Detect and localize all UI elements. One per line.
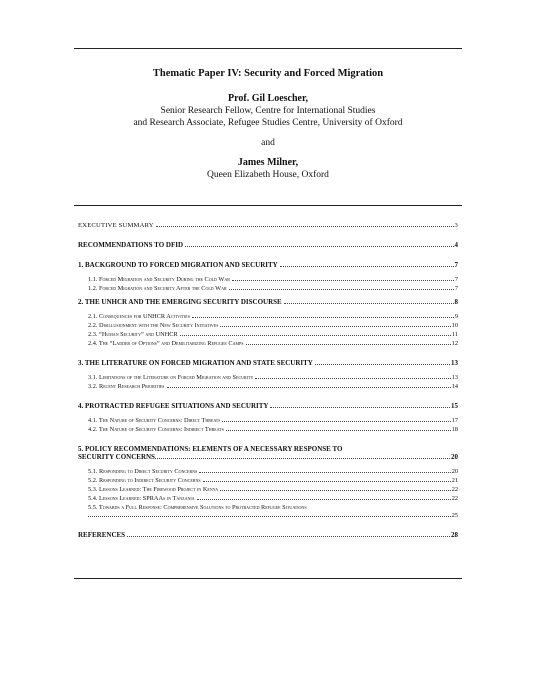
toc-label: 1. BACKGROUND TO FORCED MIGRATION AND SECURITY (78, 261, 278, 269)
toc-leader (220, 326, 450, 327)
toc-item-4-2[interactable] (78, 426, 458, 433)
toc-leader-row (88, 512, 458, 519)
toc-leader (229, 289, 454, 290)
toc-item-3-2[interactable] (78, 383, 458, 390)
toc-item-2-3[interactable] (78, 331, 458, 338)
toc-item-5-3[interactable] (78, 486, 458, 493)
toc-recommendations[interactable] (78, 241, 458, 249)
toc-label: 5.5. Towards a Full Response: Comprehensive Solutions to Protracted Refugee Situations (88, 504, 307, 511)
toc-leader (220, 490, 451, 491)
toc-top-rule (74, 205, 462, 206)
toc-item-2-2[interactable] (78, 322, 458, 329)
toc-label: 1.2. Forced Migration and Security After the Cold War (88, 285, 227, 292)
toc-section-1[interactable] (78, 261, 458, 269)
toc-leader (155, 458, 450, 459)
toc-page: 20 (451, 468, 458, 475)
toc-label: REFERENCES (78, 531, 126, 539)
toc-label: 5.3. Lessons Learned: The Firewood Project in Kenya (88, 486, 219, 493)
toc-page: 22 (451, 495, 458, 502)
toc-leader (226, 430, 451, 431)
toc-label: 3. THE LITERATURE ON FORCED MIGRATION AND STATE SECURITY (78, 359, 313, 367)
toc-page: 8 (454, 298, 458, 306)
toc-leader (270, 407, 450, 408)
toc-item-1-2[interactable] (78, 285, 458, 292)
toc-item-5-2[interactable] (78, 477, 458, 484)
toc-page: 4 (454, 241, 458, 249)
toc-label-line2-row (78, 453, 458, 461)
title-block (74, 68, 462, 181)
top-rule (74, 48, 462, 49)
toc-label: 5.2. Responding to Indirect Security Concerns (88, 477, 201, 484)
toc-label: 3.1. Limitations of the Literature on Forced Migration and Security (88, 374, 254, 381)
toc-item-1-1[interactable] (78, 276, 458, 283)
toc-page: 13 (451, 374, 458, 381)
toc-label-line2: SECURITY CONCERNS (78, 453, 155, 461)
toc-item-2-1[interactable] (78, 313, 458, 320)
toc-leader (222, 421, 450, 422)
toc-label: 2.2. Disillusionment with the New Security Initiatives (88, 322, 219, 329)
toc-item-3-1[interactable] (78, 374, 458, 381)
toc-leader (255, 378, 450, 379)
toc-label: 2.1. Consequences for UNHCR Activities (88, 313, 190, 320)
toc-page: 7 (454, 261, 458, 269)
toc-page: 9 (454, 313, 458, 320)
toc-section-3[interactable] (78, 359, 458, 367)
toc-item-5-4[interactable] (78, 495, 458, 502)
toc-page: 17 (451, 417, 458, 424)
toc-leader (180, 335, 451, 336)
toc-label: 2.4. The “Ladder of Options” and Demilitarizing Refugee Camps (88, 340, 244, 347)
toc-leader (156, 226, 454, 227)
toc-label: EXECUTIVE SUMMARY (78, 222, 154, 229)
author1-affiliation-2: and Research Associate, Refugee Studies Centre, University of Oxford (133, 118, 403, 128)
toc-page: 7 (454, 285, 458, 292)
toc-label: 3.2. Recent Research Priorities (88, 383, 165, 390)
toc-page: 21 (451, 477, 458, 484)
toc-label: 4.2. The Nature of Security Concerns: Indirect Threats (88, 426, 224, 433)
toc-label: 2.3. “Human Security” and UNHCR (88, 331, 178, 338)
toc-item-5-5[interactable] (78, 504, 458, 519)
toc-page: 22 (451, 486, 458, 493)
toc-section-4[interactable] (78, 402, 458, 410)
toc-page: 25 (451, 512, 458, 519)
author1-affiliation-1: Senior Research Fellow, Centre for International Studies (160, 106, 376, 116)
author-conjunction: and (261, 138, 275, 148)
toc-page: 10 (451, 322, 458, 329)
author2-affiliation: Queen Elizabeth House, Oxford (207, 170, 329, 180)
toc-page: 12 (451, 340, 458, 347)
toc-page: 28 (451, 531, 458, 539)
toc-section-2[interactable] (78, 298, 458, 306)
toc-leader (232, 280, 454, 281)
toc-item-2-4[interactable] (78, 340, 458, 347)
author2-name: James Milner, (237, 157, 299, 168)
toc-references[interactable] (78, 531, 458, 539)
toc-leader (284, 303, 454, 304)
toc-label: RECOMMENDATIONS TO DFID (78, 241, 184, 249)
toc-label: 5.4. Lessons Learned: SPRAAs in Tanzania (88, 495, 195, 502)
toc-exec-summary[interactable] (78, 222, 458, 229)
toc-label: 2. THE UNHCR AND THE EMERGING SECURITY DISCOURSE (78, 298, 282, 306)
toc-leader (197, 499, 451, 500)
toc-leader (192, 317, 454, 318)
toc-leader (246, 344, 451, 345)
toc-leader (315, 364, 450, 365)
toc-label-line1: 5. POLICY RECOMMENDATIONS: ELEMENTS OF A NECESSARY RESPONSE TO (78, 445, 343, 453)
author1-name: Prof. Gil Loescher, (228, 93, 308, 104)
toc-leader (185, 246, 453, 247)
table-of-contents (78, 222, 458, 539)
toc-page: 14 (451, 383, 458, 390)
toc-page: 18 (451, 426, 458, 433)
toc-page: 13 (451, 359, 458, 367)
toc-page: 7 (454, 276, 458, 283)
toc-page: 15 (451, 402, 458, 410)
toc-leader (167, 387, 451, 388)
toc-label: 4. PROTRACTED REFUGEE SITUATIONS AND SECURITY (78, 402, 269, 410)
toc-page: 3 (454, 222, 458, 229)
toc-leader (127, 536, 450, 537)
toc-label: 1.1. Forced Migration and Security During the Cold War (88, 276, 230, 283)
toc-leader (88, 516, 451, 517)
toc-label: 5.1. Responding to Direct Security Concerns (88, 468, 198, 475)
toc-page: 11 (451, 331, 458, 338)
toc-page: 20 (451, 453, 458, 461)
paper-title: Thematic Paper IV: Security and Forced Migration (152, 68, 384, 79)
toc-leader (199, 472, 450, 473)
toc-section-5[interactable] (78, 445, 458, 461)
toc-item-4-1[interactable] (78, 417, 458, 424)
bottom-rule (74, 578, 462, 579)
toc-item-5-1[interactable] (78, 468, 458, 475)
toc-leader (203, 481, 451, 482)
toc-leader (280, 266, 454, 267)
toc-label: 4.1. The Nature of Security Concerns: Direct Threats (88, 417, 221, 424)
